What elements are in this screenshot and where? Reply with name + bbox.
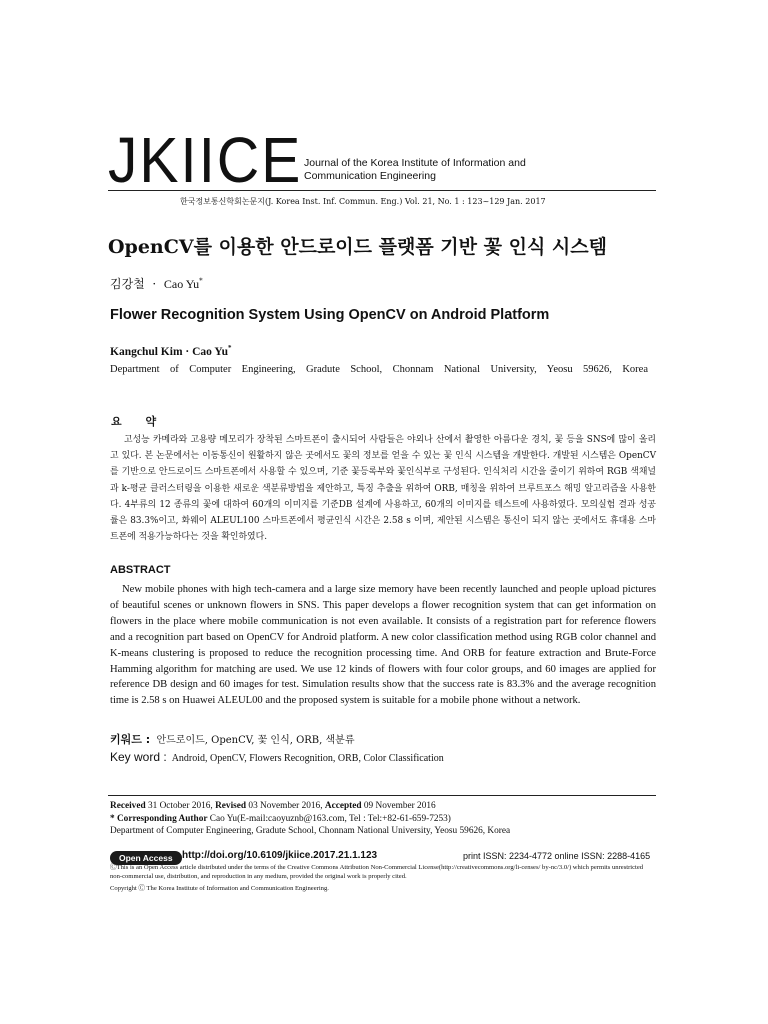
author-cao-ko: Cao Yu	[163, 277, 200, 291]
author-kim-ko: 김강철	[110, 277, 145, 291]
accepted-date: 09 November 2016	[363, 801, 436, 811]
doi-link[interactable]: http://doi.org/10.6109/jkiice.2017.21.1.123	[182, 850, 378, 861]
revised-label: Revised	[215, 801, 247, 811]
corresponding-mark-en: *	[228, 344, 232, 352]
author-separator: ·	[152, 277, 157, 291]
corresponding-author-contact: Cao Yu(E-mail:caoyuznb@163.com, Tel : Tel:+82-61-659-7253)	[209, 814, 451, 824]
article-dates	[110, 801, 436, 811]
korean-summary-heading: 요 약	[111, 415, 167, 428]
korean-keywords	[110, 731, 355, 747]
korean-keywords-label: 키워드 :	[110, 733, 151, 746]
english-authors	[110, 344, 232, 358]
abstract-heading: ABSTRACT	[110, 564, 171, 576]
license-statement: ⒸThis is an Open Access article distributed under the terms of the Creative Commons Attribution Non-Commercial License(http://creativecommons.org/li-censes/ by-nc/3.0/) which permits unrestricted non-commercial use, distribution, and reproduction in any medium, provided the original work is properly cited.	[110, 864, 644, 880]
footer-divider	[108, 795, 656, 796]
issn-info: print ISSN: 2234-4772 online ISSN: 2288-4165	[463, 851, 651, 861]
english-keywords-values: Android, OpenCV, Flowers Recognition, ORB, Color Classification	[171, 753, 444, 764]
journal-logo: JKIICE	[108, 124, 303, 196]
journal-name-line2: Communication Engineering	[304, 170, 436, 182]
corresponding-author-label: * Corresponding Author	[110, 814, 208, 824]
english-keywords	[110, 750, 444, 764]
journal-name	[304, 157, 564, 183]
korean-summary-body: 고성능 카메라와 고용량 메모리가 장착된 스마트폰이 출시되어 사람들은 야외나 산에서 촬영한 아름다운 경치, 꽃 등을 SNS에 많이 올리고 있다. 본 논문에서는 이동통신이 원활하지 않은 곳에서도 꽃의 정보를 얻을 수 있는 꽃 인식 시스템을 개발한다. 개발된 시스템은 OpenCV를 기반으로 안드로이드 스마트폰에서 사용할 수 있으며, 기준 꽃등록부와 꽃인식부로 구성된다. 인식처리 시간을 줄이기 위하여 RGB 색채널과 k-평균 클러스터링을 이용한 새로운 색분류방법을 제안하고, 특징 추출을 위하여 ORB, 매칭을 위하여 브루트포스 해밍 알고리즘을 사용한다. 4부류의 12 종류의 꽃에 대하여 60개의 이미지를 기준DB 설계에 사용하고, 60개의 이미지를 테스트에 사용하였다. 모의실험 결과 성공률은 83.3%이고, 화웨이 ALEUL100 스마트폰에서 평균인식 시간은 2.58 s 이며, 제안된 시스템은 통신이 되지 않는 곳에서도 휴대용 스마트폰에 적용가능하다는 것을 확인하였다.	[110, 435, 656, 543]
english-keywords-label: Key word :	[110, 750, 167, 764]
korean-keywords-values: 안드로이드, OpenCV, 꽃 인식, ORB, 색분류	[156, 735, 355, 746]
header-divider	[108, 190, 656, 191]
korean-authors	[110, 275, 203, 292]
received-date: 31 October 2016,	[147, 801, 213, 811]
corresponding-author-note	[110, 814, 451, 824]
citation-line: 한국정보통신학회논문지(J. Korea Inst. Inf. Commun. Eng.) Vol. 21, No. 1 : 123~129 Jan. 2017	[180, 197, 546, 206]
accepted-label: Accepted	[324, 801, 362, 811]
abstract-body: New mobile phones with high tech-camera and a large size memory have been recently launched and people upload pictures of beautiful scenes or unknown flowers in SNS. This paper develops a flower recognition system that can get information on flowers in the place where mobile communication is not even available. It consists of a registration part for reference flowers and a recognition part based on OpenCV for Android platform. A new color classification method using RGB color channel and K-means clustering is proposed to reduce the recognition processing time. And ORB for feature extraction and Brute-Force Hamming algorithm for matching are used. We use 12 kinds of flowers with four color groups, and 60 images are applied for reference DB design and 60 images for test. Simulation results show that the success rate is 83.3% and the average recognition time is 2.58 s on Huawei ALEUL00 and the proposed system is suitable for a mobile phone without a network.	[110, 584, 656, 707]
english-authors-text: Kangchul Kim · Cao Yu	[110, 345, 229, 358]
corresponding-mark: *	[199, 277, 203, 285]
revised-date: 03 November 2016,	[248, 801, 323, 811]
footnote-department: Department of Computer Engineering, Gradute School, Chonnam National University, Yeosu 59626, Korea	[110, 826, 511, 836]
open-access-badge: Open Access	[110, 851, 182, 865]
received-label: Received	[110, 801, 146, 811]
korean-title: OpenCV를 이용한 안드로이드 플랫폼 기반 꽃 인식 시스템	[108, 236, 607, 258]
affiliation: Department of Computer Engineering, Gradute School, Chonnam National University, Yeosu 59626, Korea	[110, 364, 648, 375]
copyright-statement: Copyright Ⓒ The Korea Institute of Information and Communication Engineering.	[110, 885, 329, 892]
journal-name-line1: Journal of the Korea Institute of Information and	[304, 157, 526, 169]
english-title: Flower Recognition System Using OpenCV on Android Platform	[110, 307, 550, 323]
